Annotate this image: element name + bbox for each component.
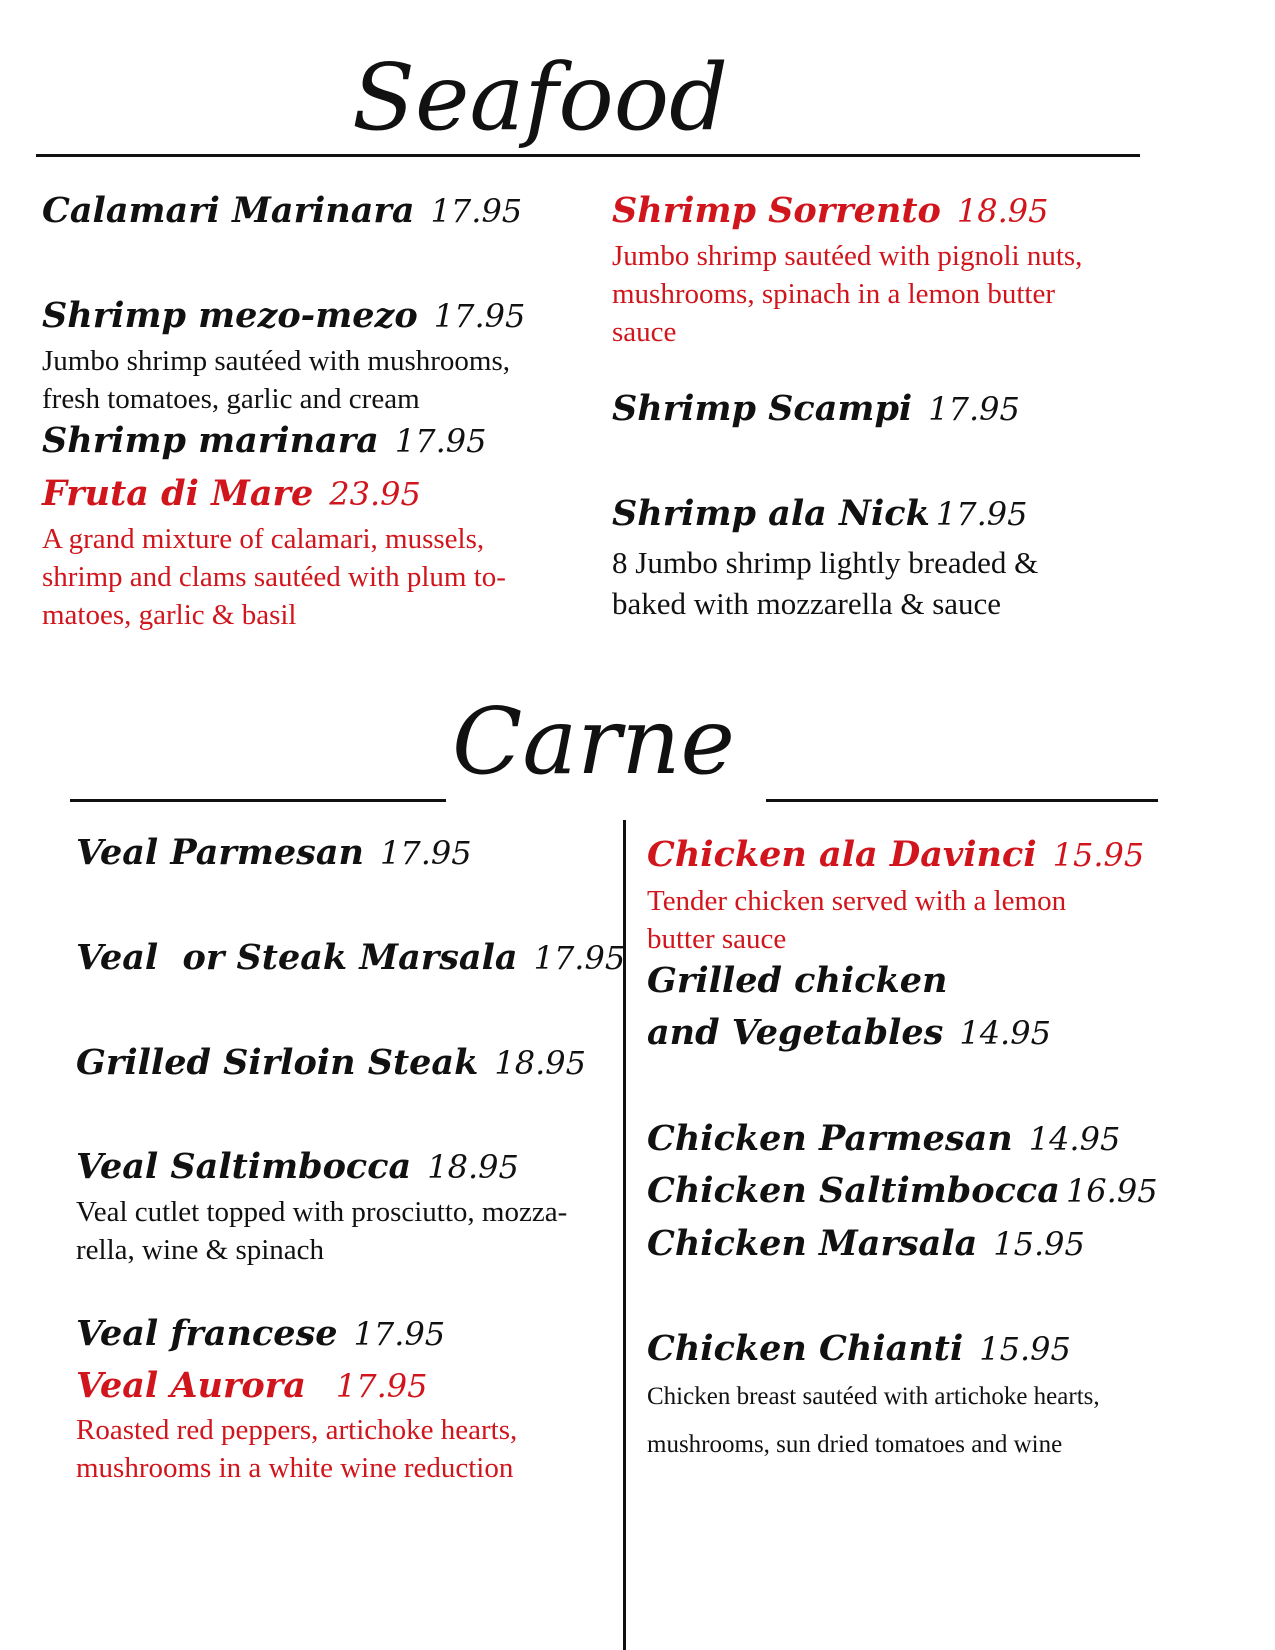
- menu-item-chicken-saltimbocca: [647, 1170, 1158, 1212]
- item-name: Shrimp mezo-mezo: [42, 295, 418, 336]
- item-name: Grilled Sirloin Steak: [76, 1042, 479, 1083]
- menu-item-shrimp-mezo-mezo: [42, 295, 525, 337]
- item-name: Grilled chicken: [647, 960, 948, 1001]
- item-price: 17.95: [928, 390, 1020, 428]
- item-price: 15.95: [993, 1225, 1085, 1263]
- item-name: Veal francese: [76, 1313, 338, 1354]
- menu-item-shrimp-scampi: [612, 388, 1020, 430]
- menu-item-grilled-chicken-vegetables: [647, 1012, 1051, 1054]
- menu-item-grilled-sirloin-steak: [76, 1042, 586, 1084]
- menu-item-veal-or-steak-marsala: [76, 937, 625, 979]
- section-title-seafood: Seafood: [352, 44, 729, 151]
- item-description: Roasted red peppers, artichoke hearts, mushrooms in a white wine reduction: [76, 1414, 518, 1484]
- menu-item-veal-parmesan: [76, 832, 472, 874]
- carne-divider-left: [70, 799, 446, 802]
- item-description: Jumbo shrimp sautéed with mushrooms, fresh tomatoes, garlic and cream: [42, 345, 511, 415]
- item-description: A grand mixture of calamari, mussels, shrimp and clams sautéed with plum to- matoes, garlic & basil: [42, 523, 506, 631]
- menu-item-shrimp-sorrento: [612, 190, 1049, 232]
- menu-item-chicken-marsala: [647, 1223, 1085, 1265]
- item-name: Shrimp marinara: [42, 420, 379, 461]
- item-name: and Vegetables: [647, 1012, 944, 1053]
- item-name: Chicken ala Davinci: [647, 834, 1037, 875]
- item-price: 18.95: [956, 192, 1049, 230]
- item-price: 15.95: [979, 1330, 1071, 1368]
- menu-item-shrimp-marinara: [42, 420, 486, 462]
- item-description: 8 Jumbo shrimp lightly breaded & baked with mozzarella & sauce: [612, 545, 1039, 621]
- menu-item-chicken-chianti: [647, 1328, 1071, 1370]
- item-price: 17.95: [935, 495, 1028, 533]
- item-name: Veal Saltimbocca: [76, 1146, 412, 1187]
- item-price: 18.95: [427, 1148, 519, 1186]
- section-title-carne: Carne: [452, 688, 735, 795]
- item-name: Chicken Chianti: [647, 1328, 964, 1369]
- item-price: 15.95: [1052, 836, 1145, 874]
- menu-item-veal-francese: [76, 1313, 445, 1355]
- item-name: Chicken Parmesan: [647, 1118, 1013, 1159]
- item-price: 17.95: [335, 1367, 428, 1405]
- item-price: 18.95: [494, 1044, 586, 1082]
- item-price: 17.95: [380, 834, 472, 872]
- menu-item-shrimp-ala-nick: [612, 493, 1027, 535]
- item-name: Shrimp Sorrento: [612, 190, 941, 231]
- item-price: 23.95: [329, 475, 421, 513]
- item-name: Shrimp Scampi: [612, 388, 913, 429]
- item-description: Chicken breast sautéed with artichoke hearts, mushrooms, sun dried tomatoes and wine: [647, 1383, 1100, 1458]
- menu-item-veal-aurora: [76, 1365, 428, 1407]
- item-name: Shrimp ala Nick: [612, 493, 930, 534]
- item-price: 16.95: [1065, 1172, 1158, 1210]
- item-description: Veal cutlet topped with prosciutto, mozza- rella, wine & spinach: [76, 1196, 568, 1266]
- item-name: Veal or Steak Marsala: [76, 937, 518, 978]
- item-description: Tender chicken served with a lemon butter sauce: [647, 885, 1067, 955]
- item-price: 14.95: [1028, 1120, 1121, 1158]
- item-price: 14.95: [959, 1014, 1051, 1052]
- item-price: 17.95: [533, 939, 626, 977]
- item-name: Veal Aurora: [76, 1365, 306, 1406]
- item-name: Veal Parmesan: [76, 832, 364, 873]
- item-price: 17.95: [353, 1315, 446, 1353]
- seafood-divider: [36, 154, 1140, 157]
- menu-item-chicken-parmesan: [647, 1118, 1120, 1160]
- item-description: Jumbo shrimp sautéed with pignoli nuts, mushrooms, spinach in a lemon butter sauce: [612, 240, 1083, 348]
- menu-item-veal-saltimbocca: [76, 1146, 519, 1188]
- item-name: Chicken Saltimbocca: [647, 1170, 1060, 1211]
- item-name: Fruta di Mare: [42, 473, 314, 514]
- item-price: 17.95: [430, 192, 523, 230]
- menu-item-fruta-di-mare: [42, 473, 421, 515]
- item-name: Calamari Marinara: [42, 190, 415, 231]
- item-name: Chicken Marsala: [647, 1223, 978, 1264]
- item-price: 17.95: [433, 297, 526, 335]
- item-price: 17.95: [394, 422, 487, 460]
- carne-divider-right: [766, 799, 1158, 802]
- menu-item-grilled-chicken: [647, 960, 947, 1002]
- menu-item-chicken-ala-davinci: [647, 834, 1144, 876]
- menu-item-calamari-marinara: [42, 190, 522, 232]
